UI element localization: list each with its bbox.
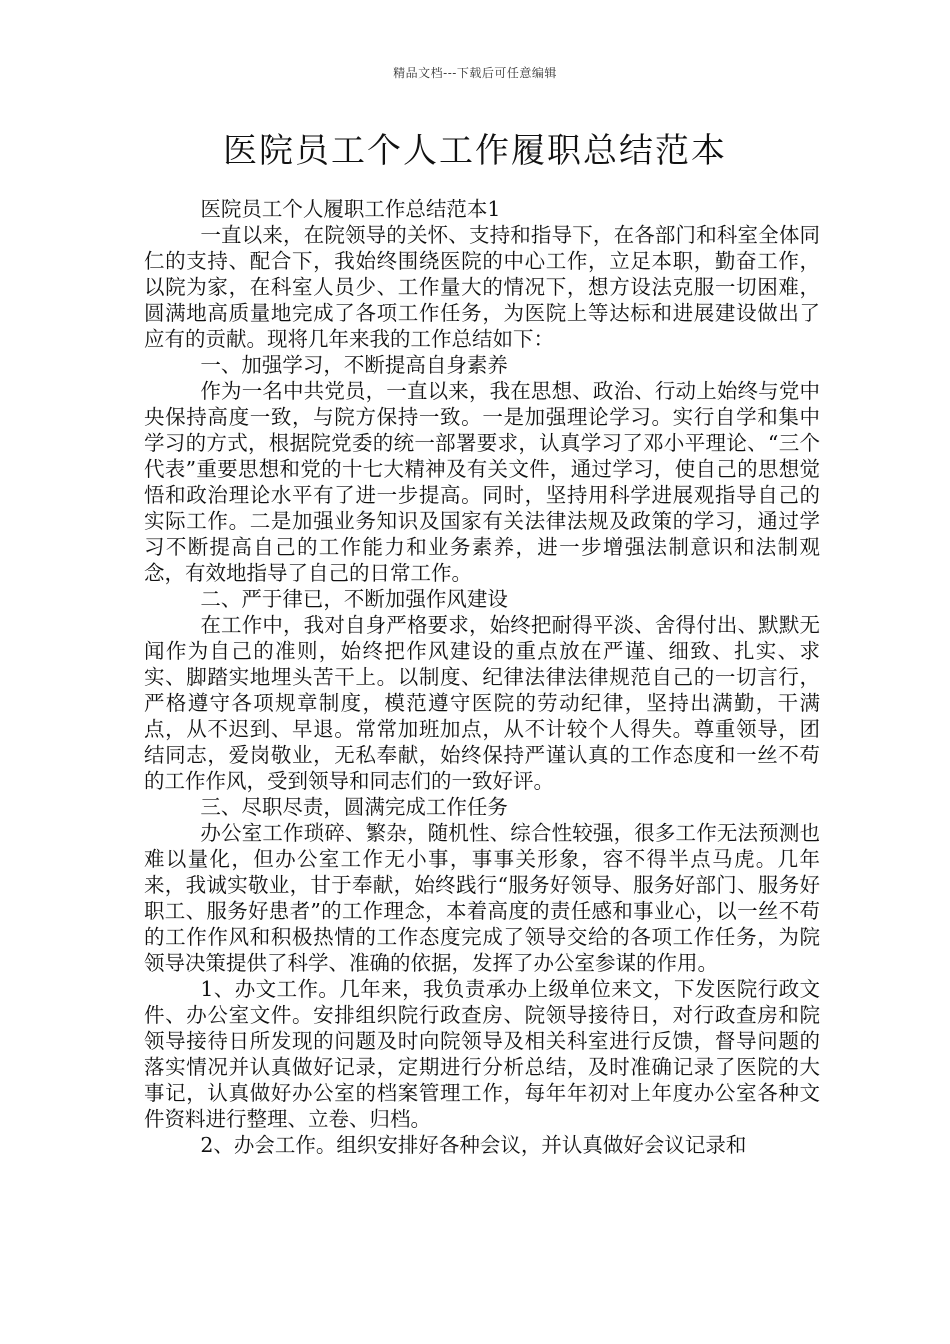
section-heading: 三、尽职尽责，圆满完成工作任务 [200,795,508,819]
page-header: 精品文档---下载后可任意编辑 [393,66,557,80]
section-heading: 一、加强学习，不断提高自身素养 [200,353,508,377]
document-title: 医院员工个人工作履职总结范本 [223,131,727,171]
body-paragraph: 作为一名中共党员，一直以来，我在思想、政治、行动上始终与党中央保持高度一致，与院方保持一致。一是加强理论学习。实行自学和集中学习的方式，根据院党委的统一部署要求，认真学习了邓小平理论、“三个代表”重要思想和党的十七大精神及有关文件，通过学习，使自己的思想觉悟和政治理论水平有了进一步提高。同时，坚持用科学进展观指导自己的实际工作。二是加强业务知识及国家有关法律法规及政策的学习，通过学习不断提高自己的工作能力和业务素养，进一步增强法制意识和法制观念，有效地指导了自己的日常工作。 [144,379,820,585]
subtitle-paragraph: 医院员工个人履职工作总结范本1 [200,197,501,221]
body-paragraph: 在工作中，我对自身严格要求，始终把耐得平淡、舍得付出、默默无闻作为自己的准则，始终把作风建设的重点放在严谨、细致、扎实、求实、脚踏实地埋头苦干上。以制度、纪律法律法律规范自己的一切言行，严格遵守各项规章制度，模范遵守医院的劳动纪律，坚持出满勤，干满点，从不迟到、早退。常常加班加点，从不计较个人得失。尊重领导，团结同志，爱岗敬业，无私奉献，始终保持严谨认真的工作态度和一丝不苟的工作作风，受到领导和同志们的一致好评。 [144,613,820,793]
body-paragraph: 一直以来，在院领导的关怀、支持和指导下，在各部门和科室全体同仁的支持、配合下，我始终围绕医院的中心工作，立足本职，勤奋工作，以院为家，在科室人员少、工作量大的情况下，想方设法克服一切困难，圆满地高质量地完成了各项工作任务，为医院上等达标和进展建设做出了应有的贡献。现将几年来我的工作总结如下： [144,223,820,351]
body-paragraph: 1、办文工作。几年来，我负责承办上级单位来文，下发医院行政文件、办公室文件。安排组织院行政查房、院领导接待日，对行政查房和院领导接待日所发现的问题及时向院领导及相关科室进行反馈，督导问题的落实情况并认真做好记录，定期进行分析总结，及时准确记录了医院的大事记，认真做好办公室的档案管理工作，每年年初对上年度办公室各种文件资料进行整理、立卷、归档。 [144,977,820,1131]
body-paragraph: 2、办会工作。组织安排好各种会议，并认真做好会议记录和 [200,1133,747,1157]
document-body [144,196,820,1158]
section-heading: 二、严于律已，不断加强作风建设 [200,587,508,611]
body-paragraph: 办公室工作琐碎、繁杂，随机性、综合性较强，很多工作无法预测也难以量化，但办公室工作无小事，事事关形象，容不得半点马虎。几年来，我诚实敬业，甘于奉献，始终践行“服务好领导、服务好部门、服务好职工、服务好患者”的工作理念，本着高度的责任感和事业心，以一丝不苟的工作作风和积极热情的工作态度完成了领导交给的各项工作任务，为院领导决策提供了科学、准确的依据，发挥了办公室参谋的作用。 [144,821,820,975]
